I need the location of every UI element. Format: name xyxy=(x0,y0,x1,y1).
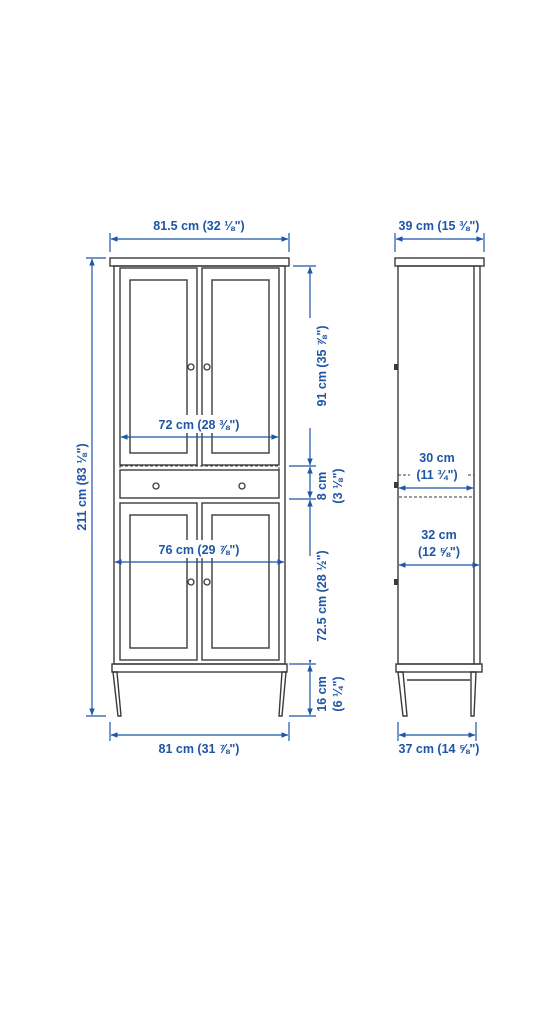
drawer-depth-cm-label: 30 cm xyxy=(419,451,455,465)
front-dimension-labels xyxy=(75,219,345,756)
front-left-leg xyxy=(113,672,121,716)
inner-depth-cm-label: 32 cm xyxy=(421,528,457,542)
leg-height-cm-label: 16 cm xyxy=(315,676,329,712)
side-plinth xyxy=(396,664,482,672)
drawer-dashed-outline xyxy=(120,466,279,498)
front-right-leg xyxy=(279,672,286,716)
side-top-crown xyxy=(395,258,484,266)
lower-right-knob xyxy=(204,579,210,585)
side-drawer-knob xyxy=(394,482,398,488)
side-view-cabinet xyxy=(395,258,484,716)
side-dimension-lines xyxy=(395,233,484,741)
upper-inner-width-label: 72 cm (28 ⅜") xyxy=(158,418,240,432)
drawer-height-in-label: (3 ⅛") xyxy=(331,468,345,504)
top-width-label: 81.5 cm (32 ⅛") xyxy=(153,219,245,233)
drawer-left-knob xyxy=(153,483,159,489)
lower-left-door xyxy=(120,503,197,660)
inner-depth-in-label: (12 ⅝") xyxy=(417,545,461,559)
side-lower-knob xyxy=(394,579,398,585)
drawer-right-knob xyxy=(239,483,245,489)
drawer-front xyxy=(120,470,279,498)
lower-inner-width-label: 76 cm (29 ⅞") xyxy=(158,543,240,557)
upper-right-door xyxy=(202,268,279,465)
front-view-cabinet xyxy=(110,258,289,716)
lower-right-door xyxy=(202,503,279,660)
total-height-label: 211 cm (83 ⅛") xyxy=(75,443,89,531)
front-plinth xyxy=(112,664,287,672)
lower-left-glass xyxy=(130,515,187,648)
side-back-leg xyxy=(471,672,476,716)
upper-left-door xyxy=(120,268,197,465)
upper-right-knob xyxy=(204,364,210,370)
leg-height-in-label: (6 ¼") xyxy=(331,676,345,712)
lower-door-height-label: 72.5 cm (28 ½") xyxy=(315,550,329,642)
side-front-leg xyxy=(398,672,407,716)
lower-right-glass xyxy=(212,515,269,648)
lower-left-knob xyxy=(188,579,194,585)
upper-left-knob xyxy=(188,364,194,370)
drawer-height-cm-label: 8 cm xyxy=(315,471,329,501)
drawer-depth-in-label: (11 ¾") xyxy=(416,468,458,482)
side-upper-knob xyxy=(394,364,398,370)
front-top-crown xyxy=(110,258,289,266)
upper-door-height-label: 91 cm (35 ⅞") xyxy=(315,325,329,407)
base-depth-label: 37 cm (14 ⅝") xyxy=(398,742,480,756)
top-depth-label: 39 cm (15 ⅜") xyxy=(398,219,480,233)
base-width-label: 81 cm (31 ⅞") xyxy=(158,742,240,756)
